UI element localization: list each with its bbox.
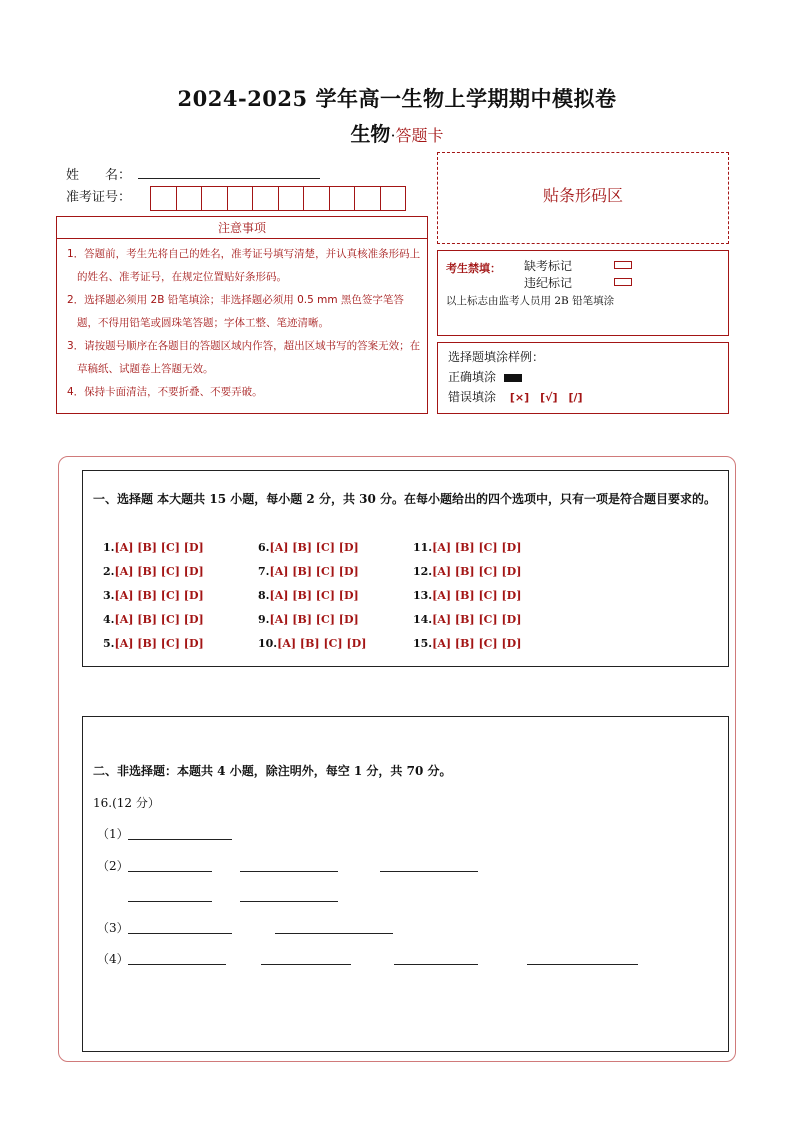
id-digit-box[interactable]	[303, 186, 330, 211]
question-row[interactable]: 9.[A] [B] [C] [D]	[258, 613, 359, 626]
question-row[interactable]: 1.[A] [B] [C] [D]	[103, 541, 204, 554]
answer-blank[interactable]	[261, 964, 351, 965]
subject-name: 生物	[350, 122, 391, 146]
question-row[interactable]: 10.[A] [B] [C] [D]	[258, 637, 367, 650]
section1-heading: 一、选择题 本大题共 15 小题，每小题 2 分，共 30 分。在每小题给出的四个选项中，只有一项是符合题目要求的。	[93, 492, 716, 506]
part3-label: （3）	[97, 921, 129, 935]
question-row[interactable]: 5.[A] [B] [C] [D]	[103, 637, 204, 650]
part2-label: （2）	[97, 859, 129, 873]
id-digit-box[interactable]	[227, 186, 254, 211]
question-row[interactable]: 14.[A] [B] [C] [D]	[413, 613, 522, 626]
absent-mark-box[interactable]	[614, 261, 632, 269]
id-digit-box[interactable]	[329, 186, 356, 211]
answer-blank[interactable]	[128, 933, 232, 934]
name-label: 姓 名：	[66, 168, 132, 183]
answer-blank[interactable]	[128, 901, 212, 902]
fill-sample-box	[437, 342, 729, 414]
section2-heading: 二、非选择题：本题共 4 小题，除注明外，每空 1 分，共 70 分。	[93, 764, 452, 778]
wrong-fill-label: 错误填涂	[448, 390, 497, 404]
notice-box	[56, 216, 428, 414]
notice-item: 4．保持卡面清洁，不要折叠、不要弄破。	[67, 386, 263, 398]
violation-mark-box[interactable]	[614, 278, 632, 286]
question-row[interactable]: 11.[A] [B] [C] [D]	[413, 541, 522, 554]
id-digit-box[interactable]	[354, 186, 381, 211]
correct-fill-sample	[504, 374, 522, 382]
notice-item: 1．答题前，考生先将自己的姓名，准考证号填写清楚，并认真核准条形码上的姓名、准考证号，在规定位置贴好条形码。	[67, 248, 421, 283]
id-digit-box[interactable]	[278, 186, 305, 211]
free-response-section	[82, 716, 729, 1052]
question-row[interactable]: 3.[A] [B] [C] [D]	[103, 589, 204, 602]
notice-item: 3．请按题号顺序在各题目的答题区域内作答，超出区域书写的答案无效；在草稿纸、试题卷上答题无效。	[67, 340, 421, 375]
question-row[interactable]: 6.[A] [B] [C] [D]	[258, 541, 359, 554]
question-row[interactable]: 2.[A] [B] [C] [D]	[103, 565, 204, 578]
question-row[interactable]: 8.[A] [B] [C] [D]	[258, 589, 359, 602]
question-row[interactable]: 12.[A] [B] [C] [D]	[413, 565, 522, 578]
answer-blank[interactable]	[275, 933, 393, 934]
correct-fill-label: 正确填涂	[448, 370, 497, 384]
answer-blank[interactable]	[128, 839, 232, 840]
answer-blank[interactable]	[128, 871, 212, 872]
question-row[interactable]: 4.[A] [B] [C] [D]	[103, 613, 204, 626]
question-row[interactable]: 7.[A] [B] [C] [D]	[258, 565, 359, 578]
barcode-area	[437, 152, 729, 244]
question-row[interactable]: 15.[A] [B] [C] [D]	[413, 637, 522, 650]
barcode-label: 贴条形码区	[542, 186, 623, 205]
id-digit-box[interactable]	[176, 186, 203, 211]
answer-blank[interactable]	[240, 901, 338, 902]
proctor-marks-box	[437, 250, 729, 336]
exam-title: 2024-2025 学年高一生物上学期期中模拟卷	[177, 86, 617, 111]
sample-title: 选择题填涂样例：	[448, 350, 545, 364]
answer-blank[interactable]	[240, 871, 338, 872]
id-digit-box[interactable]	[380, 186, 407, 211]
card-subtitle	[0, 118, 794, 147]
part4-label: （4）	[97, 952, 129, 966]
answer-blank[interactable]	[527, 964, 638, 965]
name-field[interactable]	[138, 178, 320, 179]
absent-label: 缺考标记	[524, 259, 573, 273]
question-row[interactable]: 13.[A] [B] [C] [D]	[413, 589, 522, 602]
answer-card-label: 答题卡	[395, 126, 444, 145]
wrong-fill-samples: [×] [√] [/]	[509, 391, 583, 404]
answer-blank[interactable]	[394, 964, 478, 965]
proctor-only-label: 考生禁填：	[446, 262, 501, 275]
part1-label: （1）	[97, 827, 129, 841]
id-digit-box[interactable]	[201, 186, 228, 211]
subtitle-separator: ·	[390, 126, 396, 145]
violation-label: 违纪标记	[524, 276, 573, 290]
exam-id-boxes[interactable]	[150, 186, 405, 211]
id-digit-box[interactable]	[150, 186, 177, 211]
notice-title: 注意事项	[57, 217, 427, 239]
exam-id-label: 准考证号：	[66, 190, 132, 205]
id-digit-box[interactable]	[252, 186, 279, 211]
answer-blank[interactable]	[128, 964, 226, 965]
proctor-note: 以上标志由监考人员用 2B 铅笔填涂	[446, 295, 615, 307]
notice-item: 2．选择题必须用 2B 铅笔填涂；非选择题必须用 0.5 mm 黑色签字笔答题，不得用铅笔或圆珠笔答题；字体工整、笔迹清晰。	[67, 294, 404, 329]
multiple-choice-section	[82, 470, 729, 667]
answer-blank[interactable]	[380, 871, 478, 872]
question16-label: 16.(12 分）	[93, 796, 160, 810]
